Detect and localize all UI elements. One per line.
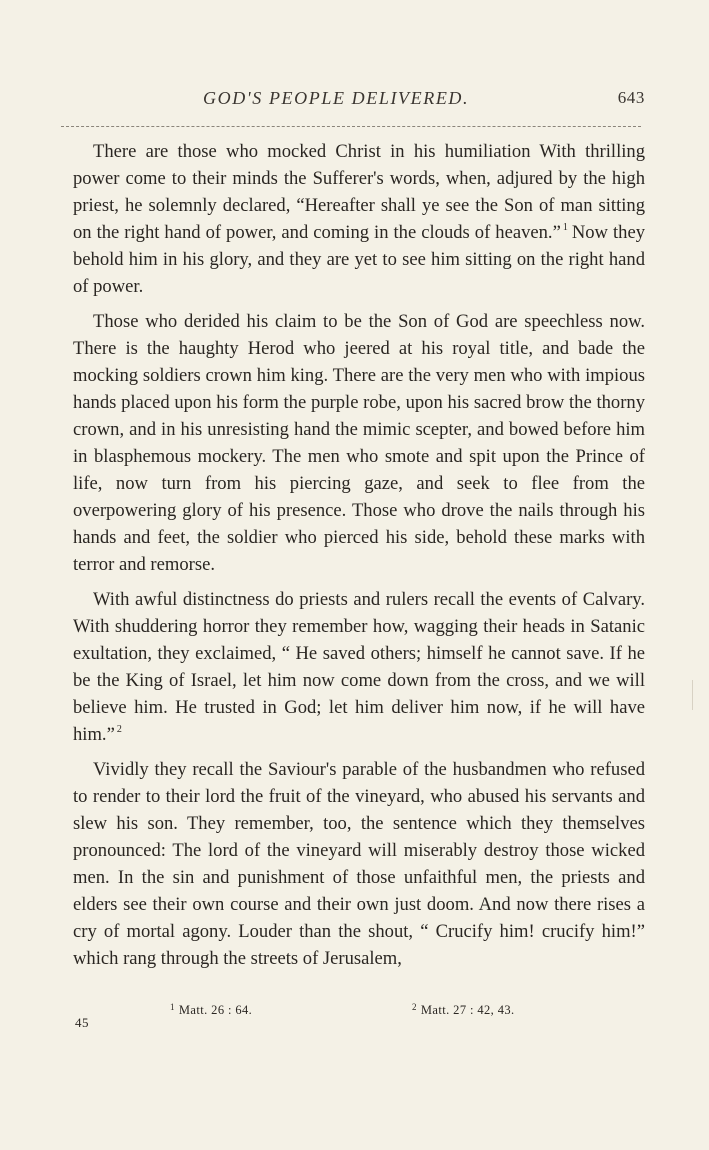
footnote-1 bbox=[170, 1002, 252, 1018]
header-rule bbox=[61, 126, 641, 127]
paragraph-text: Now they behold him in his glory, and they are yet to see him sitting on the right hand of power. bbox=[73, 222, 645, 297]
paragraph-text: Those who derided his claim to be the Son of God are speechless now. There is the haughty Herod who jeered at his royal title, and bade the mocking soldiers crown him king. There are the very men who with impious hands placed upon his form the purple robe, upon his sacred brow the thorny crown, and in his unresisting hand the mimic scepter, and bowed before him in blasphemous mockery. The men who smote and spit upon the Prince of life, now turn from his piercing gaze, and seek to flee from the overpowering glory of his presence. Those who drove the nails through his hands and feet, the soldier who pierced his side, behold these marks with terror and remorse. bbox=[73, 311, 645, 575]
body-text bbox=[73, 138, 645, 972]
running-head bbox=[73, 88, 645, 118]
footnote-reference: 2 bbox=[116, 724, 122, 735]
paragraph-text: Vividly they recall the Saviour's parable of the husbandmen who refused to render to their lord the fruit of the vineyard, who abused his servants and slew his son. They remember, too, the sentence which they themselves pronounced: The lord of the vineyard will miserably destroy those wicked men. In the sin and punishment of those unfaithful men, the priests and elders see their own course and their own just doom. And now there rises a cry of mortal agony. Louder than the shout, “ Crucify him! crucify him!” which rang through the streets of Jerusalem, bbox=[73, 759, 645, 969]
paragraph-text: With awful distinctness do priests and rulers recall the events of Calvary. With shuddering horror they remember how, wagging their heads in Satanic exultation, they exclaimed, “ He saved others; himself he cannot save. If he be the King of Israel, let him now come down from the cross, and we will believe him. He trusted in God; let him deliver him now, if he will have him.” bbox=[73, 589, 645, 745]
footnote-1-mark: 1 bbox=[170, 1002, 175, 1012]
footnote-reference: 1 bbox=[562, 222, 568, 233]
paragraph bbox=[73, 586, 645, 748]
paragraph bbox=[73, 756, 645, 972]
paragraph bbox=[73, 138, 645, 300]
book-page bbox=[73, 88, 645, 980]
page-number: 643 bbox=[617, 88, 645, 107]
footnote-1-text: Matt. 26 : 64. bbox=[178, 1003, 253, 1017]
margin-mark bbox=[692, 680, 693, 710]
paragraph bbox=[73, 308, 645, 578]
footnote-2 bbox=[412, 1002, 515, 1018]
running-title: GOD'S PEOPLE DELIVERED. bbox=[203, 88, 470, 108]
footnote-2-text: Matt. 27 : 42, 43. bbox=[420, 1003, 515, 1017]
signature-mark: 45 bbox=[75, 1015, 89, 1030]
paragraph-text: There are those who mocked Christ in his humiliation With thrilling power come to their minds the Sufferer's words, when, adjured by the high priest, he solemnly declared, “Hereafter shall ye see the Son of man sitting on the right hand of power, and coming in the clouds of heaven.” bbox=[73, 141, 645, 243]
footnote-2-mark: 2 bbox=[412, 1002, 417, 1012]
